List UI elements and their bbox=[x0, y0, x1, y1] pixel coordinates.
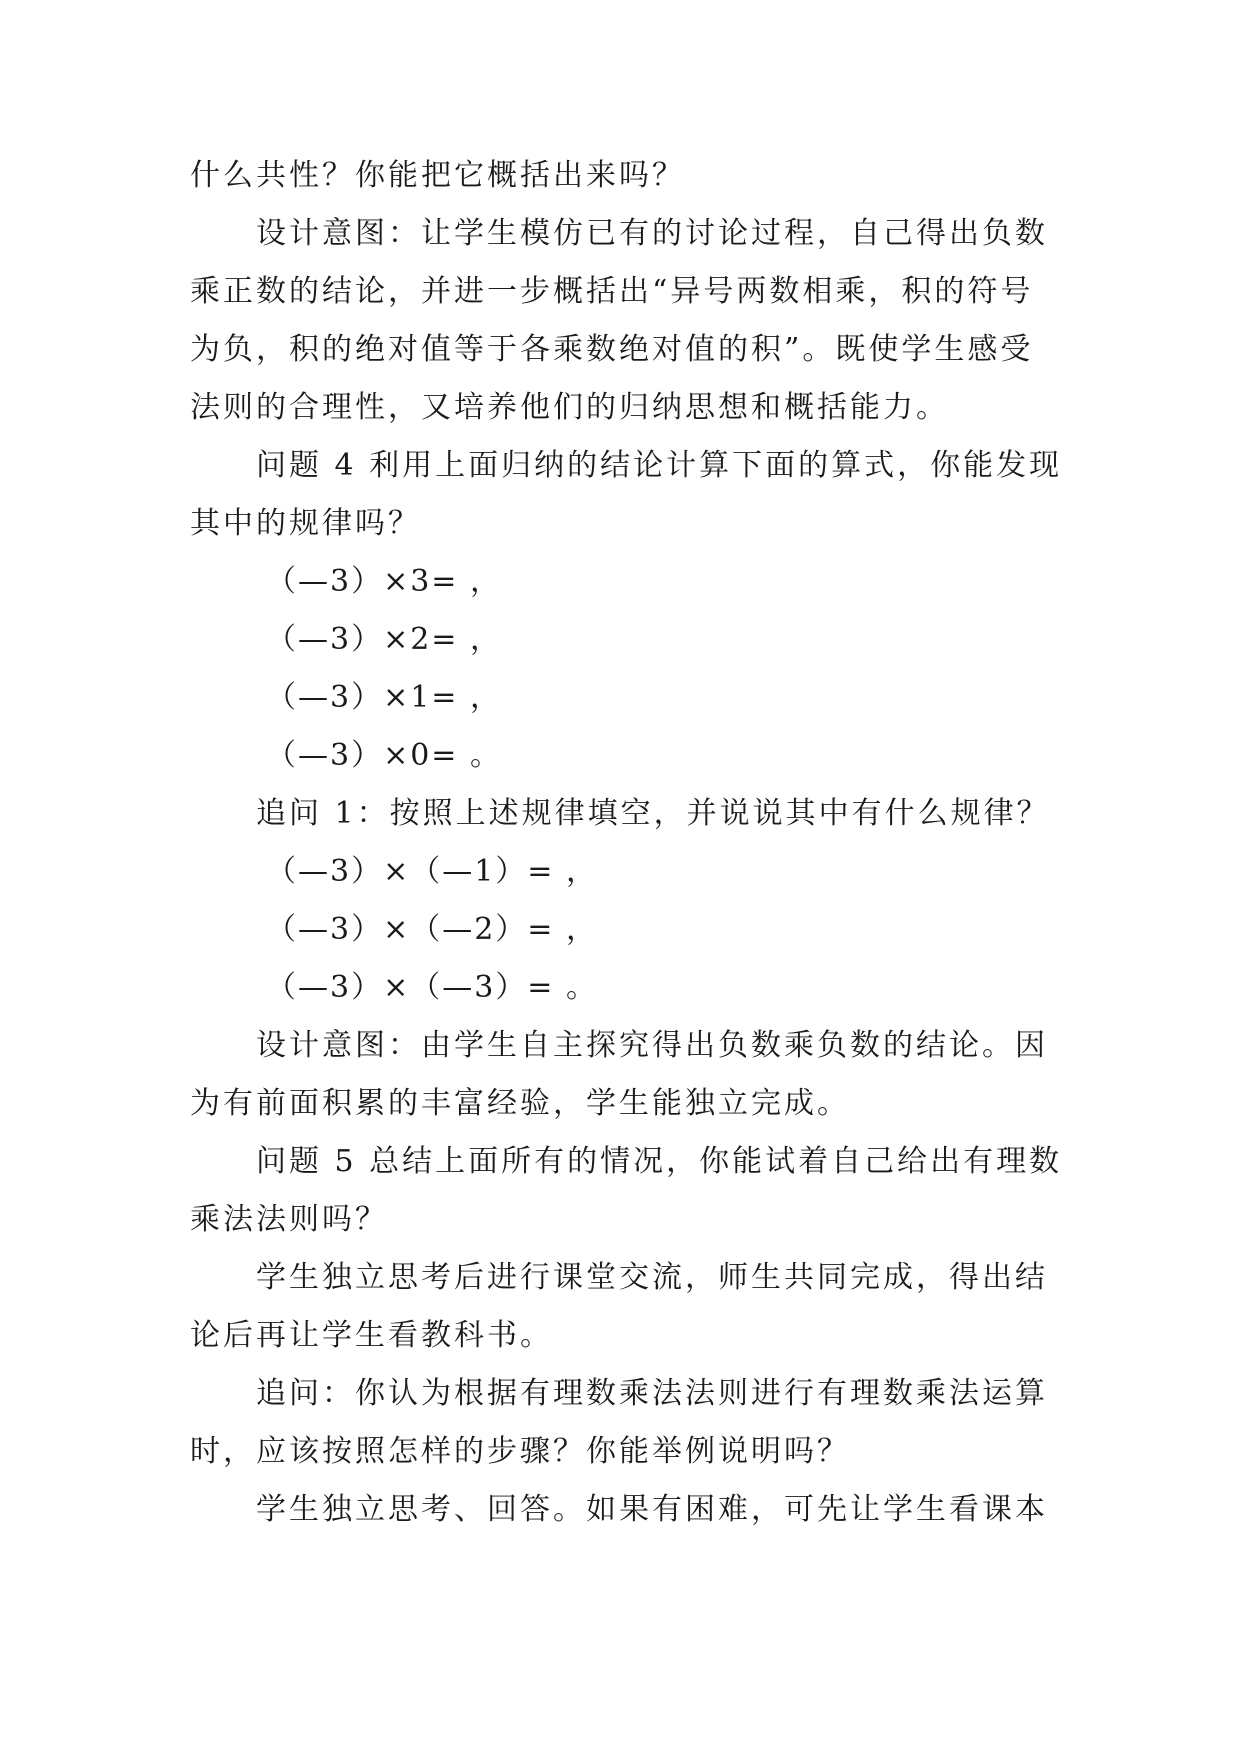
formula-line: （—3）×（—2）= ， bbox=[266, 912, 598, 947]
formula-line: （—3）×2= ， bbox=[266, 622, 502, 657]
formula-line: （—3）×3= ， bbox=[266, 564, 502, 599]
formula-line: （—3）×1= ， bbox=[266, 680, 502, 715]
formula-line: （—3）×（—3）= 。 bbox=[266, 970, 598, 1005]
text-line: 论后再让学生看教科书。 bbox=[190, 1318, 553, 1353]
paragraph: 学生独立思考、回答。如果有困难，可先让学生看课本 bbox=[256, 1492, 1048, 1527]
question-5: 问题 5 总结上面所有的情况，你能试着自己给出有理数 bbox=[256, 1144, 1063, 1179]
formula-line: （—3）×（—1）= ， bbox=[266, 854, 598, 889]
text-line: 其中的规律吗？ bbox=[190, 506, 421, 541]
text-line: 为有前面积累的丰富经验，学生能独立完成。 bbox=[190, 1086, 850, 1121]
text-line: 什么共性？你能把它概括出来吗？ bbox=[190, 158, 685, 193]
design-intent-paragraph: 设计意图：让学生模仿已有的讨论过程，自己得出负数 bbox=[256, 216, 1048, 251]
text-line: 乘法法则吗？ bbox=[190, 1202, 388, 1237]
follow-up-question: 追问：你认为根据有理数乘法法则进行有理数乘法运算 bbox=[256, 1376, 1048, 1411]
paragraph: 学生独立思考后进行课堂交流，师生共同完成，得出结 bbox=[256, 1260, 1048, 1295]
question-4: 问题 4 利用上面归纳的结论计算下面的算式，你能发现 bbox=[256, 448, 1063, 483]
follow-up-question-1: 追问 1：按照上述规律填空，并说说其中有什么规律？ bbox=[256, 796, 1050, 831]
formula-line: （—3）×0= 。 bbox=[266, 738, 502, 773]
design-intent-paragraph: 设计意图：由学生自主探究得出负数乘负数的结论。因 bbox=[256, 1028, 1048, 1063]
text-line: 为负，积的绝对值等于各乘数绝对值的积”。既使学生感受 bbox=[190, 332, 1034, 367]
text-line: 乘正数的结论，并进一步概括出“异号两数相乘，积的符号 bbox=[190, 274, 1034, 309]
text-line: 时，应该按照怎样的步骤？你能举例说明吗？ bbox=[190, 1434, 850, 1469]
text-line: 法则的合理性，又培养他们的归纳思想和概括能力。 bbox=[190, 390, 949, 425]
